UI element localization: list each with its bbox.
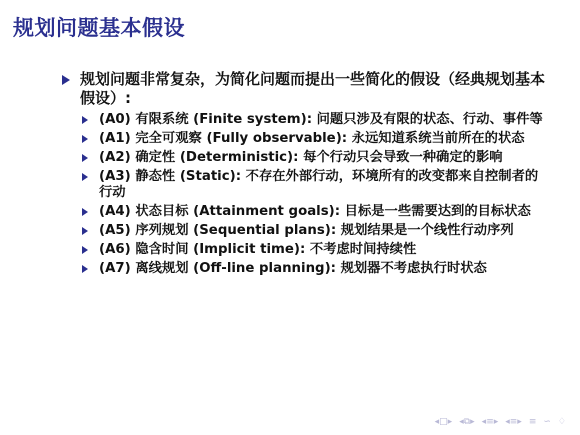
main-list-item	[60, 70, 548, 108]
search-icon[interactable]: ∽	[543, 417, 551, 427]
section-prev-icon[interactable]: ≡	[528, 417, 537, 427]
subsection-next-icon[interactable]: ◂≡▸	[505, 417, 522, 427]
sub-list-item	[82, 223, 548, 239]
sub-list-item	[82, 204, 548, 220]
beamer-navigation-bar	[435, 417, 566, 427]
sub-list-item	[82, 242, 548, 258]
sub-item-text: (A2) 确定性 (Deterministic): 每个行动只会导致一种确定的影响	[99, 150, 503, 165]
bullet-triangle-icon	[82, 265, 88, 273]
main-item-text: 规划问题非常复杂，为简化问题而提出一些简化的假设（经典规划基本假设）:	[80, 70, 546, 107]
bullet-triangle-icon	[82, 208, 88, 216]
sub-item-text: (A3) 静态性 (Static): 不存在外部行动，环境所有的改变都来自控制者的行动	[99, 169, 539, 200]
sub-list-item	[82, 131, 548, 147]
bullet-triangle-icon	[62, 75, 70, 85]
sub-item-text: (A4) 状态目标 (Attainment goals): 目标是一些需要达到的目标状态	[99, 204, 531, 219]
sub-list-item	[82, 150, 548, 166]
main-list	[60, 70, 548, 280]
sub-item-text: (A1) 完全可观察 (Fully observable): 永远知道系统当前所在的状态	[99, 131, 525, 146]
sub-list-item	[82, 169, 548, 201]
bullet-triangle-icon	[82, 135, 88, 143]
align-icon[interactable]: ♢	[557, 417, 566, 427]
subsection-prev-icon[interactable]: ◂≡▸	[481, 417, 499, 427]
slide-title: 规划问题基本假设	[13, 16, 185, 40]
sub-item-text: (A0) 有限系统 (Finite system): 问题只涉及有限的状态、行动、事件等	[99, 112, 543, 127]
sub-list	[60, 112, 548, 277]
bullet-triangle-icon	[82, 154, 88, 162]
bullet-triangle-icon	[82, 227, 88, 235]
sub-item-text: (A5) 序列规划 (Sequential plans): 规划结果是一个线性行动序列	[99, 223, 514, 238]
frame-prev-icon[interactable]: ◂□▸	[434, 417, 453, 427]
sub-list-item	[82, 261, 548, 277]
sub-list-item	[82, 112, 548, 128]
frame-next-icon[interactable]: ◂⧉▸	[459, 417, 475, 427]
bullet-triangle-icon	[82, 173, 88, 181]
sub-item-text: (A7) 离线规划 (Off-line planning): 规划器不考虑执行时状态	[99, 261, 487, 276]
sub-item-text: (A6) 隐含时间 (Implicit time): 不考虑时间持续性	[99, 242, 417, 257]
bullet-triangle-icon	[82, 116, 88, 124]
bullet-triangle-icon	[82, 246, 88, 254]
